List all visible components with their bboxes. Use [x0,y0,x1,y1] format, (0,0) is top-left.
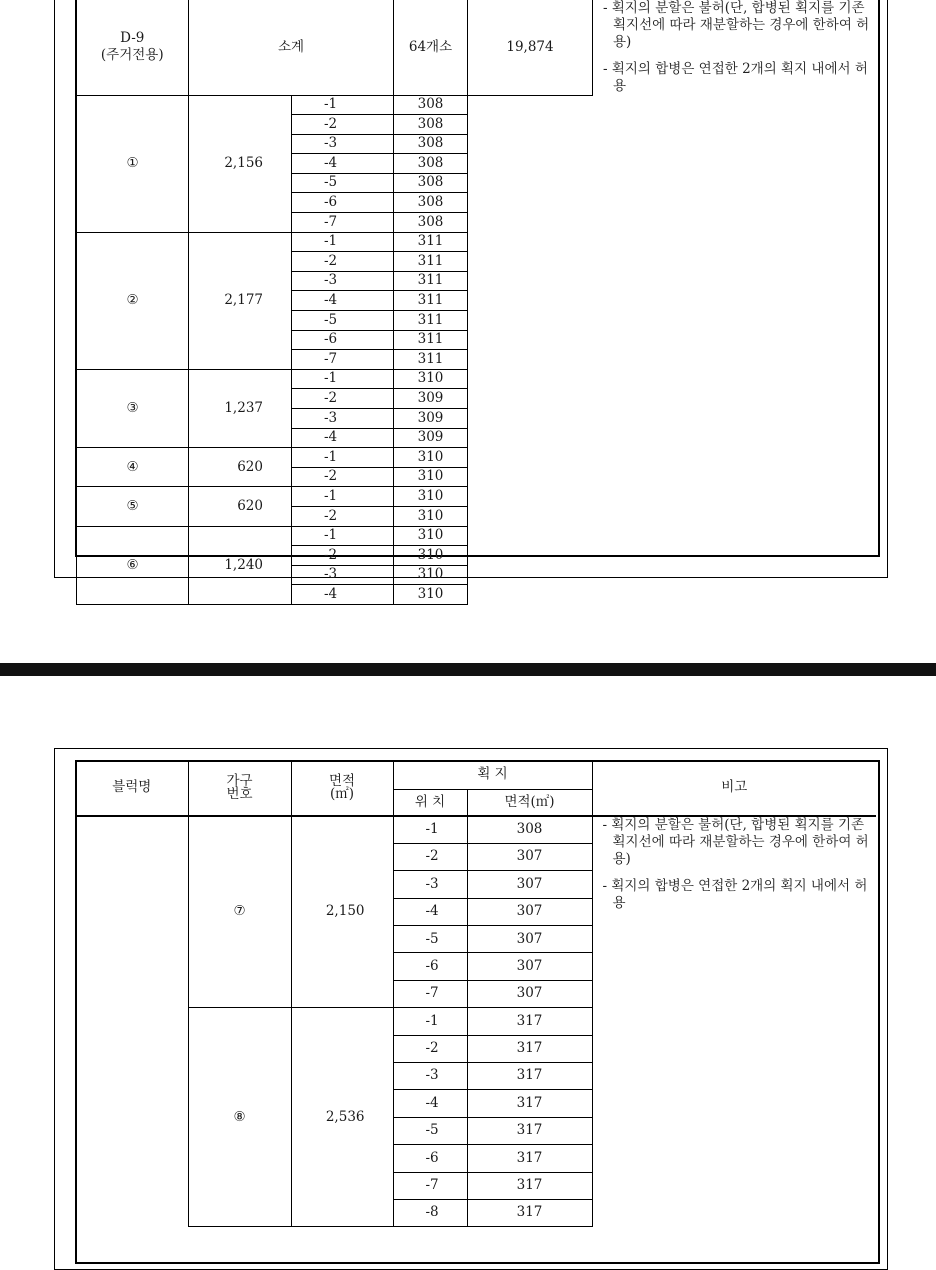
lot-position: -1 [292,95,394,115]
header-area-l1: 면적 [328,772,356,789]
table-row [77,369,877,389]
lot-position: -2 [393,1035,467,1062]
lot-area: 307 [467,926,592,953]
lot-area: 309 [394,409,468,429]
header-remark: 비고 [592,761,876,816]
lot-area: 311 [394,311,468,331]
lot-position: -1 [292,232,394,252]
lot-area: 311 [394,350,468,370]
block-use: (주거전용) [100,47,164,64]
lot-position: -1 [292,526,394,546]
lot-position: -7 [292,350,394,370]
household-area: 2,536 [291,1008,393,1227]
lot-area: 308 [394,115,468,135]
household-area: 620 [189,448,292,487]
lot-position: -4 [292,154,394,174]
lot-area: 310 [394,526,468,546]
header-household-l1: 가구 [226,772,253,789]
lot-position: -2 [292,252,394,272]
lot-position: -5 [292,173,394,193]
page-divider [0,663,936,676]
lot-area: 308 [394,154,468,174]
lot-area: 307 [467,898,592,925]
lot-area: 317 [467,1035,592,1062]
lot-position: -7 [393,980,467,1007]
lot-position: -8 [393,1199,467,1226]
lot-area: 309 [394,389,468,409]
household-number: ③ [77,369,189,447]
subtotal-count: 64개소 [394,0,468,95]
lot-area: 310 [394,565,468,585]
lot-area: 311 [394,232,468,252]
lot-area: 310 [394,487,468,507]
table-row [77,95,877,115]
header-block [76,761,188,816]
lot-position: -5 [393,926,467,953]
lot-position: -3 [292,271,394,291]
lot-area: 310 [394,585,468,605]
subtotal-area: 19,874 [468,0,593,95]
lot-area: 310 [394,467,468,487]
lot-area: 310 [394,546,468,566]
header-block-label: 블럭명 [112,779,152,796]
lot-position: -6 [393,953,467,980]
lot-position: -2 [292,389,394,409]
lot-position: -5 [292,311,394,331]
subtotal-label: 소계 [189,0,394,95]
lot-area: 310 [394,506,468,526]
lot-table-top [76,0,877,605]
lot-area: 311 [394,252,468,272]
lot-position: -1 [393,816,467,843]
household-number: ① [77,95,189,232]
lot-position: -4 [393,898,467,925]
lot-position: -1 [393,1008,467,1035]
lot-area: 308 [394,134,468,154]
lot-area: 308 [394,213,468,233]
lot-area: 317 [467,1117,592,1144]
header-lot-area: 면적(㎡) [467,789,592,816]
lot-position: -3 [292,134,394,154]
lot-position: -3 [393,1063,467,1090]
lot-area: 317 [467,1145,592,1172]
lot-position: -6 [393,1145,467,1172]
household-number: ⑥ [77,526,189,604]
remark-note: - 획지의 분할은 불허(단, 합병된 획지를 기존 획지선에 따라 재분할하는 경우에 한하여 허용) [602,817,869,867]
lot-position: -2 [292,506,394,526]
lot-position: -2 [393,843,467,870]
lot-area: 317 [467,1172,592,1199]
lot-area: 310 [394,369,468,389]
lot-area: 307 [467,980,592,1007]
lot-position: -4 [292,291,394,311]
table-row [77,487,877,507]
lot-position: -4 [292,585,394,605]
table-row [77,232,877,252]
block-name-cell [77,0,189,95]
lot-area: 317 [467,1199,592,1226]
lot-position: -7 [393,1172,467,1199]
lot-position: -6 [292,330,394,350]
household-number: ⑤ [77,487,189,526]
lot-position: -2 [292,467,394,487]
remarks-cell [593,0,877,95]
household-area: 2,150 [291,816,393,1008]
lot-area: 308 [394,173,468,193]
lot-position: -7 [292,213,394,233]
remark-note: - 획지의 분할은 불허(단, 합병된 획지를 기존 획지선에 따라 재분할하는 경우에 한하여 허용) [603,0,870,50]
remark-note: - 획지의 합병은 연접한 2개의 획지 내에서 허용 [602,878,868,911]
lot-position: -3 [393,871,467,898]
household-number: ⑧ [188,1008,291,1227]
block-name: D-9 [120,30,145,47]
lot-position: -5 [393,1117,467,1144]
lot-area: 317 [467,1063,592,1090]
lot-position: -3 [292,409,394,429]
lot-area: 311 [394,291,468,311]
lot-position: -1 [292,448,394,468]
household-number: ⑦ [188,816,291,1008]
remarks-cell [592,816,876,1227]
lot-position: -2 [292,115,394,135]
household-number: ② [77,232,189,369]
household-area: 620 [189,487,292,526]
household-number: ④ [77,448,189,487]
lot-table-bottom [76,761,876,1227]
table-row [76,816,876,843]
header-lot-group: 획 지 [393,761,592,789]
lot-area: 308 [394,193,468,213]
remark-note: - 획지의 합병은 연접한 2개의 획지 내에서 허용 [603,61,868,94]
header-lot-position: 위 치 [393,789,467,816]
header-household-l2: 번호 [226,786,253,802]
lot-position: -4 [292,428,394,448]
lot-position: -3 [292,565,394,585]
block-name-cell [76,816,188,1227]
lot-area: 310 [394,448,468,468]
lot-position: -2 [292,546,394,566]
header-area-l2: (㎡) [329,786,355,802]
lot-area: 317 [467,1008,592,1035]
header-area [291,761,393,816]
household-area: 1,237 [189,369,292,447]
lot-position: -1 [292,369,394,389]
lot-position: -1 [292,487,394,507]
lot-area: 309 [394,428,468,448]
lot-area: 317 [467,1090,592,1117]
lot-area: 311 [394,330,468,350]
lot-area: 307 [467,953,592,980]
household-area: 2,156 [189,95,292,232]
household-area: 1,240 [189,526,292,604]
lot-area: 307 [467,843,592,870]
household-area: 2,177 [189,232,292,369]
lot-area: 308 [467,816,592,843]
lot-position: -6 [292,193,394,213]
lot-position: -4 [393,1090,467,1117]
lot-area: 311 [394,271,468,291]
table-row [77,448,877,468]
header-household [188,761,291,816]
lot-area: 308 [394,95,468,115]
lot-area: 307 [467,871,592,898]
table-row [77,526,877,546]
